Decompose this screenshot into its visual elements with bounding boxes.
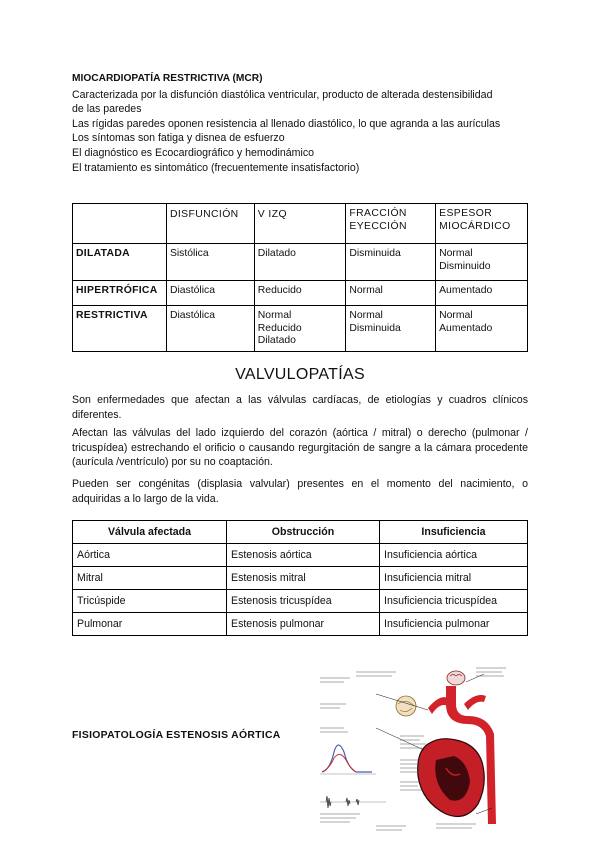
paragraph: Afectan las válvulas del lado izquierdo del corazón (aórtica / mitral) o derecho (pulmonar / tricuspídea) estrechando el orificio o causando regurgitación de sangre a la cámara procedente (aurícula /ventrículo) por su no coaptación. [72,427,528,469]
mcr-line: Las rígidas paredes oponen resistencia al llenado diastólico, lo que agranda a las aurículas [72,117,501,130]
brain-icon [447,671,465,685]
cell-line: Normal [439,310,473,321]
table-header-cell [73,204,167,244]
aorta-branch [464,695,486,710]
phonocardiogram [320,796,386,808]
table-cell [436,281,528,306]
table-cell [254,306,346,352]
table-cell [254,244,346,281]
table-row [73,613,528,636]
mcr-section [72,72,528,175]
mcr-line: Los síntomas son fatiga y disnea de esfuerzo [72,132,285,145]
table-row [73,544,528,567]
table-header-cell: V IZQ [254,204,346,244]
row-header: RESTRICTIVA [73,306,167,352]
mcr-title: MIOCARDIOPATÍA RESTRICTIVA (MCR) [72,73,263,84]
table-cell: Insuficiencia mitral [380,567,528,590]
table-header-cell [346,204,436,244]
table-cell [346,281,436,306]
table-cell: Mitral [73,567,227,590]
cell-line: Normal [439,248,473,259]
table-cell [436,244,528,281]
table-row [73,281,528,306]
table-cell [436,306,528,352]
cell-line: Reducido [257,285,302,296]
table-cell: Estenosis mitral [227,567,380,590]
table-cell: Insuficiencia aórtica [380,544,528,567]
table-header-cell: DISFUNCIÓN [166,204,254,244]
cell-line: Dilatado [257,248,296,259]
header-line: MIOCÁRDICO [439,220,511,232]
paragraph: Son enfermedades que afectan a las válvulas cardíacas, de etiologías y cuadros clínicos diferentes. [72,394,528,421]
header-line: EYECCIÓN [349,220,407,232]
table-cell: Estenosis aórtica [227,544,380,567]
valve-table [72,520,528,636]
cell-line: Dilatado [257,335,296,346]
row-header: DILATADA [73,244,167,281]
table-cell: Tricúspide [73,590,227,613]
valvulopatias-title: VALVULOPATÍAS [235,366,365,383]
table-cell: Estenosis tricuspídea [227,590,380,613]
table-cell: Aórtica [73,544,227,567]
table-row [73,567,528,590]
table-row [73,244,528,281]
aorta-branch [428,697,448,714]
table-cell: Sistólica [166,244,254,281]
pressure-curve [320,745,376,774]
myocardium-detail [396,696,416,716]
header-line: ESPESOR [439,208,493,219]
table-cell: Pulmonar [73,613,227,636]
cardiomyopathy-comparison-table [72,203,528,352]
fisiopatologia-heading: FISIOPATOLOGÍA ESTENOSIS AÓRTICA [72,730,281,741]
mcr-line: de las paredes [72,103,142,116]
cell-line: Reducido [257,322,302,334]
table-header-cell: Válvula afectada [73,521,227,544]
paragraph: Pueden ser congénitas (displasia valvular) presentes en el momento del nacimiento, o adquiridas a lo largo de la vida. [72,478,528,505]
table-cell [254,281,346,306]
mcr-line: El diagnóstico es Ecocardiográfico y hemodinámico [72,146,315,159]
table-row [73,590,528,613]
cell-line: Disminuida [349,248,401,259]
table-row [73,306,528,352]
mcr-line: Caracterizada por la disfunción diastólica ventricular, producto de alterada destensibilidad [72,88,493,101]
table-header-row [73,204,528,244]
cell-line: Disminuida [349,322,401,334]
table-header-cell: Insuficiencia [380,521,528,544]
aortic-stenosis-diagram [316,664,510,840]
table-cell: Estenosis pulmonar [227,613,380,636]
cell-line: Disminuido [439,260,491,272]
header-line: FRACCIÓN [349,208,407,219]
table-header-row [73,521,528,544]
table-cell [346,244,436,281]
table-cell: Insuficiencia pulmonar [380,613,528,636]
table-cell: Diastólica [166,281,254,306]
row-header: HIPERTRÓFICA [73,281,167,306]
table-cell [346,306,436,352]
table-header-cell: Obstrucción [227,521,380,544]
table-cell: Diastólica [166,306,254,352]
cell-line: Normal [257,310,292,321]
cell-line: Aumentado [439,285,493,296]
cell-line: Aumentado [439,322,493,334]
mcr-line: El tratamiento es sintomático (frecuentemente insatisfactorio) [72,161,360,174]
cell-line: Normal [349,285,383,296]
table-cell: Insuficiencia tricuspídea [380,590,528,613]
cell-line: Normal [349,310,383,321]
table-header-cell [436,204,528,244]
